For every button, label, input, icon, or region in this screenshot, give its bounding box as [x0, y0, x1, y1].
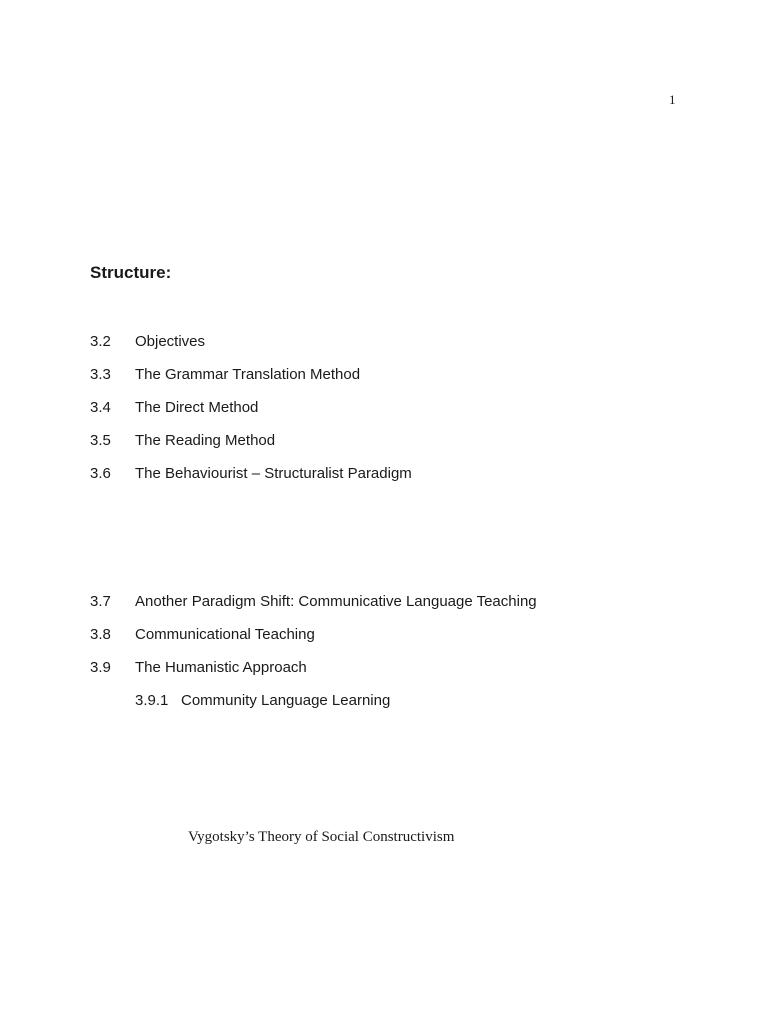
- toc-number: 3.3: [90, 366, 111, 383]
- toc-item: [90, 659, 307, 676]
- toc-title: Objectives: [135, 333, 206, 350]
- toc-item: [90, 366, 360, 383]
- toc-subitem: [135, 692, 390, 709]
- structure-heading: Structure:: [90, 263, 172, 282]
- toc-title: Communicational Teaching: [135, 626, 315, 643]
- toc-number: 3.6: [90, 465, 111, 482]
- toc-item: [90, 432, 275, 449]
- section-title: Vygotsky’s Theory of Social Constructivism: [188, 829, 455, 845]
- toc-title: The Reading Method: [135, 432, 276, 449]
- toc-title: The Behaviourist – Structuralist Paradigm: [135, 465, 412, 482]
- toc-number: 3.5: [90, 432, 111, 449]
- toc-title: The Grammar Translation Method: [135, 366, 361, 383]
- toc-item: [90, 465, 412, 482]
- toc-number: 3.8: [90, 626, 111, 643]
- toc-item: [90, 333, 205, 350]
- toc-title: The Humanistic Approach: [135, 659, 307, 676]
- page-number: 1: [669, 92, 676, 107]
- toc-subnumber: 3.9.1: [135, 692, 169, 709]
- toc-item: [90, 399, 258, 416]
- toc-item: [90, 593, 537, 610]
- toc-number: 3.7: [90, 593, 111, 610]
- toc-title: The Direct Method: [135, 399, 259, 416]
- toc-number: 3.9: [90, 659, 111, 676]
- toc-item: [90, 626, 315, 643]
- toc-number: 3.2: [90, 333, 111, 350]
- toc-title: Another Paradigm Shift: Communicative Language Teaching: [135, 593, 537, 610]
- toc-subtitle: Community Language Learning: [181, 692, 391, 709]
- toc-number: 3.4: [90, 399, 111, 416]
